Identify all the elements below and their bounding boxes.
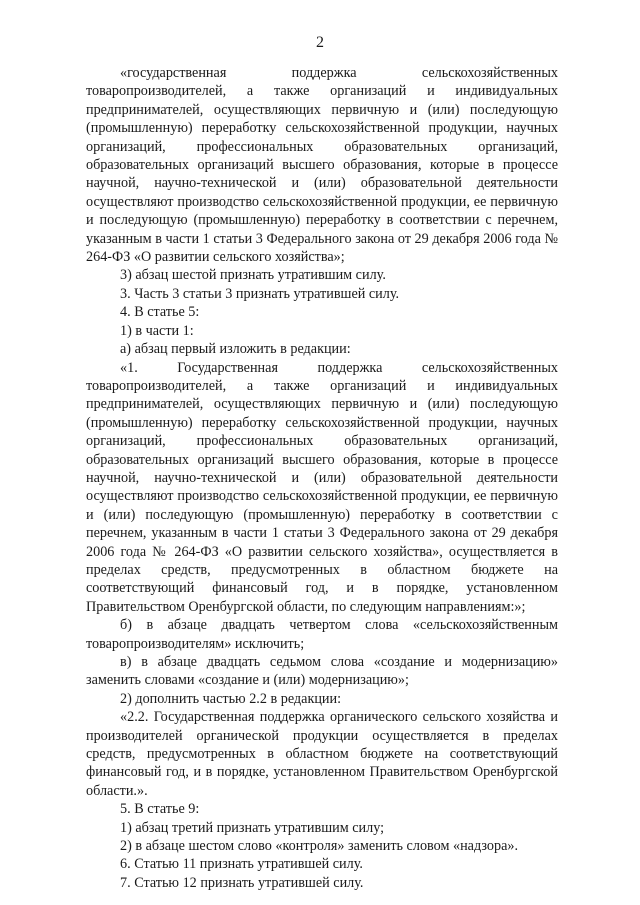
paragraph-item-1-part-1: 1) в части 1: bbox=[120, 322, 194, 339]
paragraph-item-2-add-part: 2) дополнить частью 2.2 в редакции: bbox=[120, 690, 342, 707]
paragraph-part-1-new-wording: «1. Государственная поддержка сельскохозяйственных товаропроизводителей, а также организаций и индивидуальных предпринимателей, осуществляющих первичную и (или) последующую (промышленную) переработку сельскохозяйственной продукции, научных организаций, профессиональных образовательных организаций, образовательных организаций высшего образования, которые в процессе научной, научно-технической и (или) образовательной деятельности осуществляют производство сельскохозяйственной продукции, ее первичную и (или) последующую (промышленную) переработку в соответствии с перечнем, указанным в части 1 статьи 3 Федерального закона от 29 декабря 2006 года № 264-ФЗ «О развитии сельского хозяйства», осуществляется в пределах средств, предусмотренных в областном бюджете на соответствующий финансовый год, и в порядке, установленном Правительством Оренбургской области, по следующим направлениям:»; bbox=[86, 359, 558, 615]
paragraph-point-3: 3. Часть 3 статьи 3 признать утратившей силу. bbox=[120, 285, 400, 302]
document-body bbox=[86, 64, 558, 892]
paragraph-part-2-2-wording: «2.2. Государственная поддержка органического сельского хозяйства и производителей органической продукции осуществляется в пределах средств, предусмотренных в областном бюджете на соответствующий финансовый год, и в порядке, установленном Правительством Оренбургской области.». bbox=[86, 709, 558, 799]
page-number: 2 bbox=[316, 34, 324, 51]
paragraph-point-4: 4. В статье 5: bbox=[120, 304, 200, 321]
paragraph-point-6: 6. Статью 11 признать утратившей силу. bbox=[120, 856, 363, 873]
paragraph-point-5-item-1: 1) абзац третий признать утратившим силу; bbox=[120, 819, 385, 836]
paragraph-subitem-a: а) абзац первый изложить в редакции: bbox=[120, 341, 351, 358]
paragraph-point-5: 5. В статье 9: bbox=[120, 801, 200, 818]
paragraph-subitem-v: в) в абзаце двадцать седьмом слова «создание и модернизацию» заменить словами «создание и (или) модернизацию»; bbox=[86, 654, 558, 689]
paragraph-item-3-sixth-abzac: 3) абзац шестой признать утратившим силу. bbox=[120, 267, 386, 284]
paragraph-state-support-definition: «государственная поддержка сельскохозяйственных товаропроизводителей, а также организаций и индивидуальных предпринимателей, осуществляющих первичную и (или) последующую (промышленную) переработку сельскохозяйственной продукции, научных организаций, профессиональных образовательных организаций, образовательных организаций высшего образования, которые в процессе научной, научно-технической и (или) образовательной деятельности осуществляют производство сельскохозяйственной продукции, ее первичную и последующую (промышленную) переработку в соответствии с перечнем, указанным в части 1 статьи 3 Федерального закона от 29 декабря 2006 года № 264-ФЗ «О развитии сельского хозяйства»; bbox=[86, 65, 558, 266]
paragraph-point-5-item-2: 2) в абзаце шестом слово «контроля» заменить словом «надзора». bbox=[120, 838, 519, 855]
paragraph-point-7: 7. Статью 12 признать утратившей силу. bbox=[120, 874, 364, 891]
paragraph-subitem-b: б) в абзаце двадцать четвертом слова «сельскохозяйственным товаропроизводителям» исключить; bbox=[86, 617, 558, 652]
